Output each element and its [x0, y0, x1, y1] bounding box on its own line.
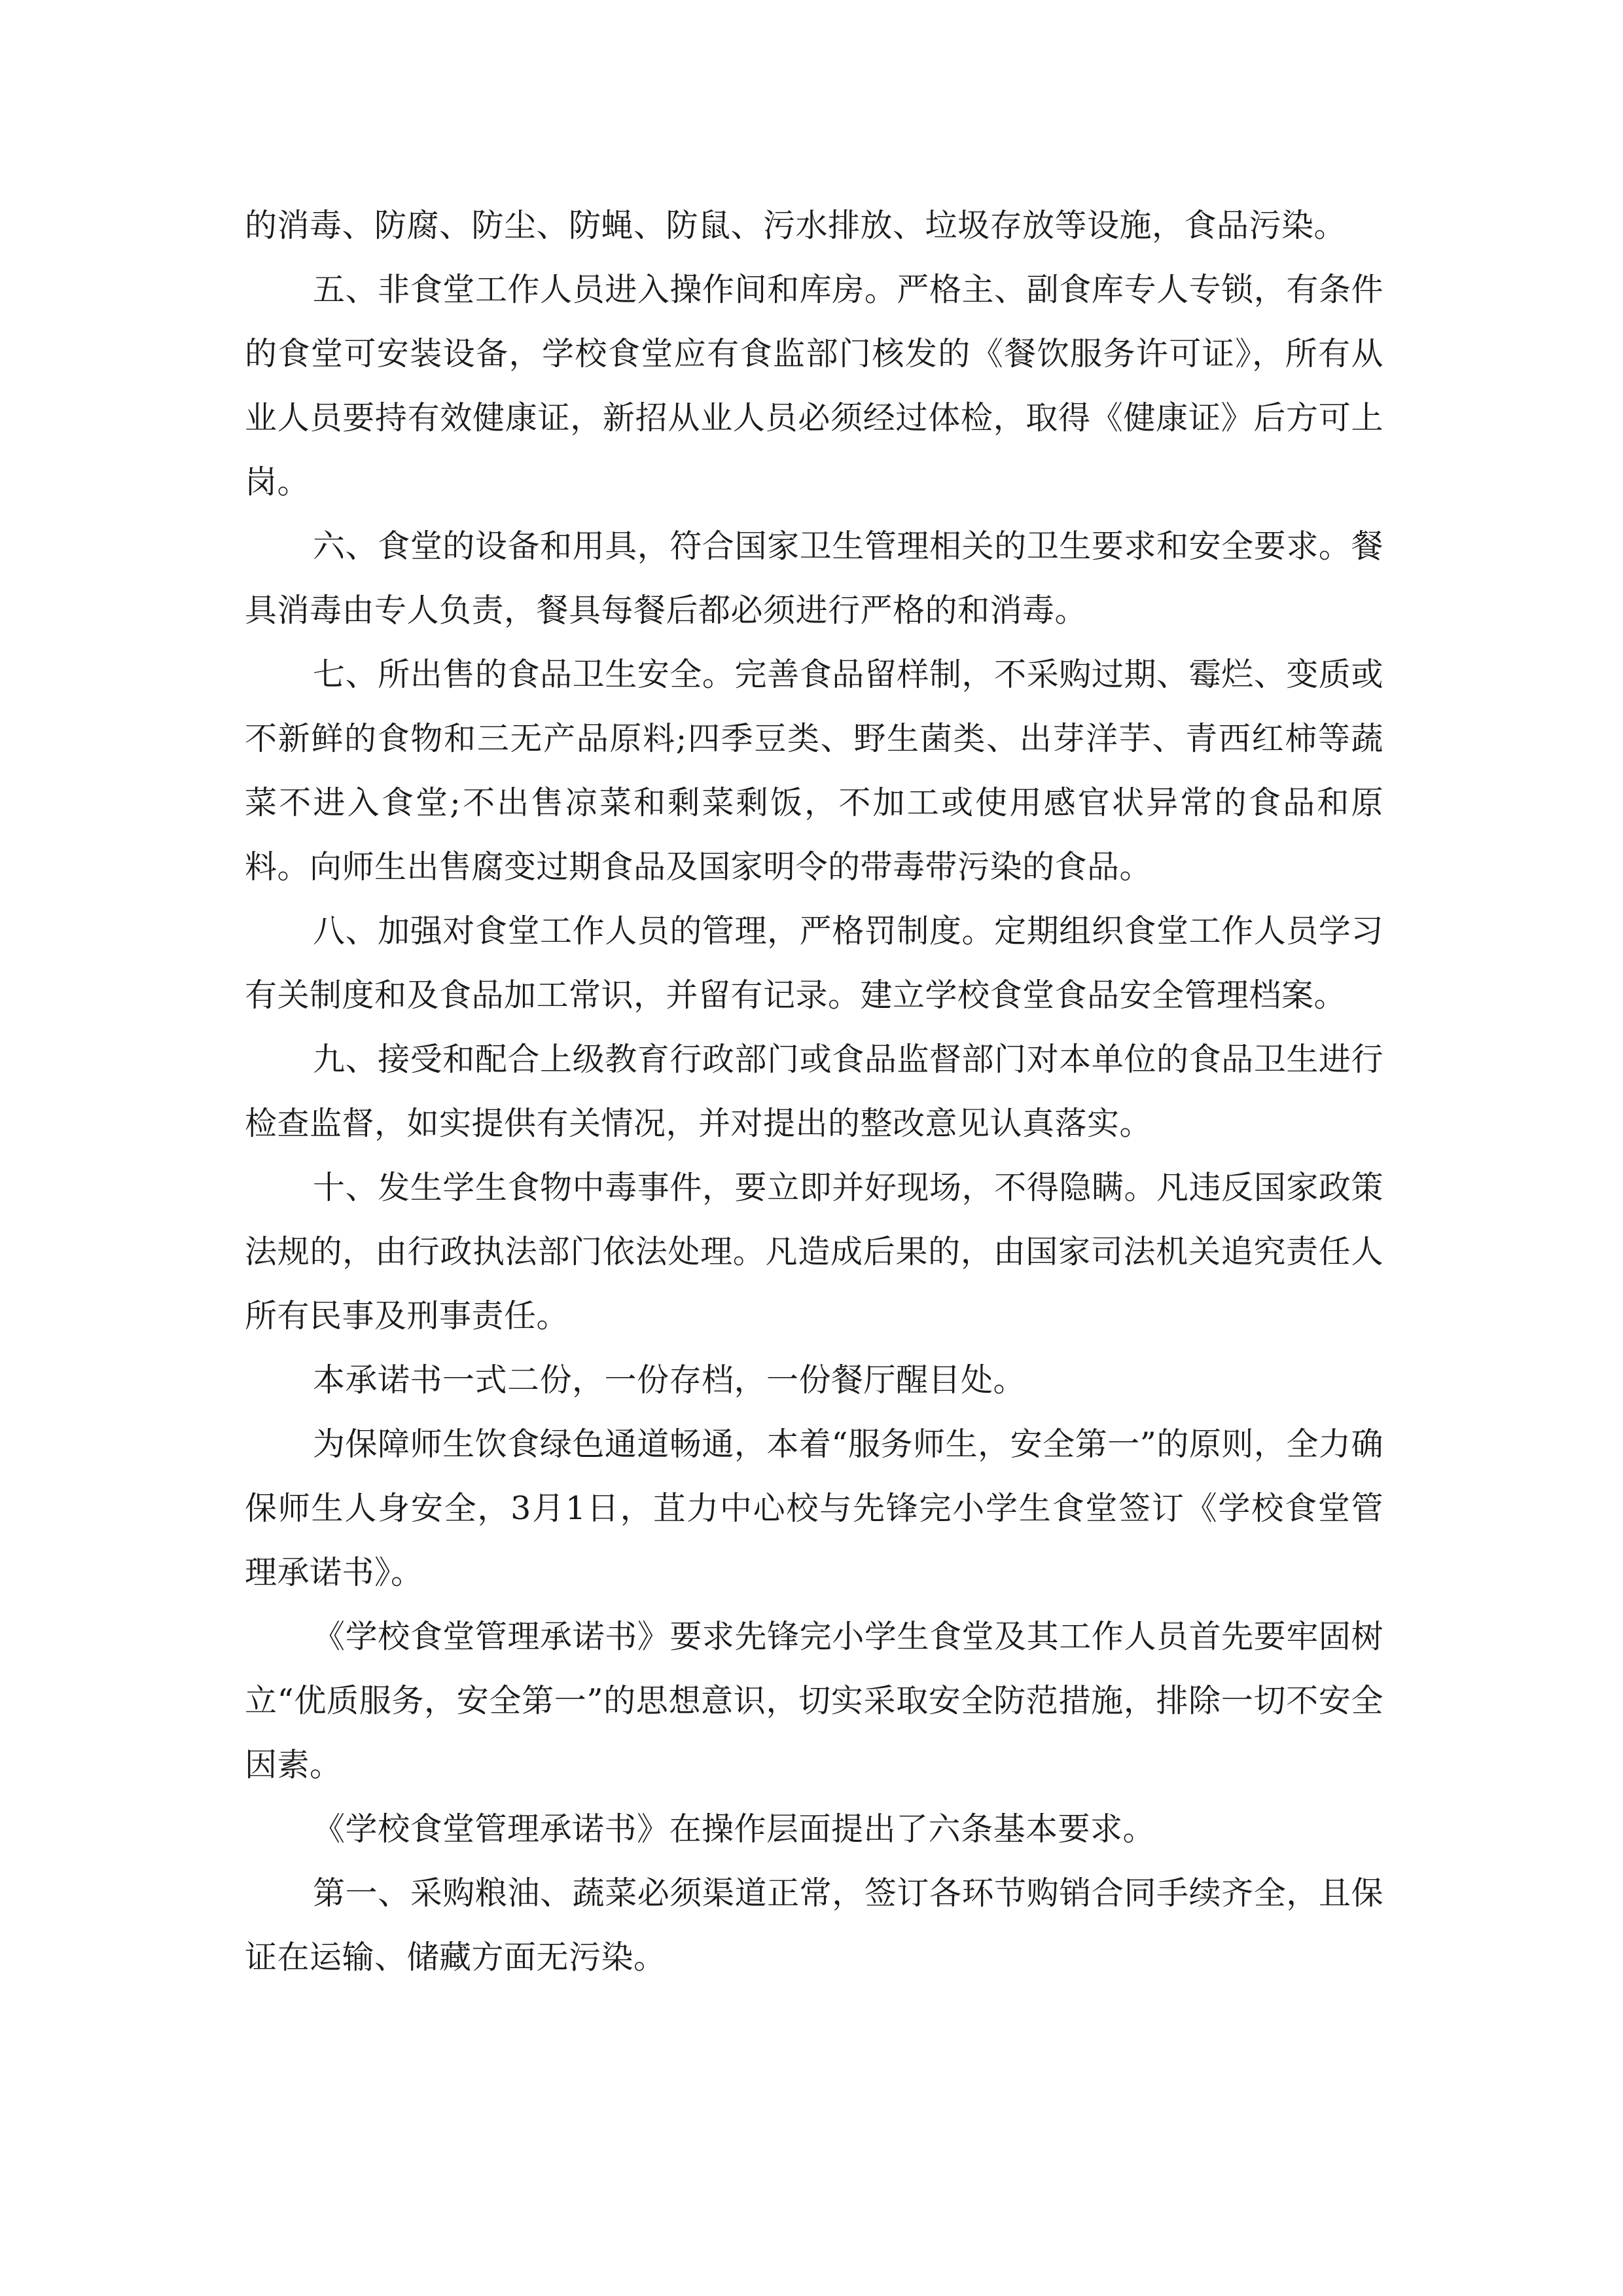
paragraph-item-6: 六、食堂的设备和用具，符合国家卫生管理相关的卫生要求和安全要求。餐具消毒由专人负责，餐具每餐后都必须进行严格的和消毒。: [245, 528, 1383, 629]
paragraph-item-8: 八、加强对食堂工作人员的管理，严格罚制度。定期组织食堂工作人员学习有关制度和及食品加工常识，并留有记录。建立学校食堂食品安全管理档案。: [245, 912, 1383, 1014]
paragraph-intro: 为保障师生饮食绿色通道畅通，本着“服务师生，安全第一”的原则，全力确保师生人身安全，3月1日，苴力中心校与先锋完小学生食堂签订《学校食堂管理承诺书》。: [245, 1426, 1383, 1591]
paragraph-item-9: 九、接受和配合上级教育行政部门或食品监督部门对本单位的食品卫生进行检查监督，如实提供有关情况，并对提出的整改意见认真落实。: [245, 1041, 1383, 1142]
paragraph-item-7: 七、所出售的食品卫生安全。完善食品留样制，不采购过期、霉烂、变质或不新鲜的食物和三无产品原料;四季豆类、野生菌类、出芽洋芋、青西红柿等蔬菜不进入食堂;不出售凉菜和剩菜剩饭，不加工或使用感官状异常的食品和原料。向师生出售腐变过期食品及国家明令的带毒带污染的食品。: [245, 656, 1383, 886]
paragraph-six-requirements: 《学校食堂管理承诺书》在操作层面提出了六条基本要求。: [313, 1810, 1156, 1848]
paragraph-continuation: 的消毒、防腐、防尘、防蝇、防鼠、污水排放、垃圾存放等设施，食品污染。: [245, 207, 1347, 244]
paragraph-first-requirement: 第一、采购粮油、蔬菜必须渠道正常，签订各环节购销合同手续齐全，且保证在运输、储藏方面无污染。: [245, 1874, 1383, 1976]
paragraph-item-10: 十、发生学生食物中毒事件，要立即并好现场，不得隐瞒。凡违反国家政策法规的，由行政执法部门依法处理。凡造成后果的，由国家司法机关追究责任人所有民事及刑事责任。: [245, 1169, 1383, 1335]
paragraph-requirements: 《学校食堂管理承诺书》要求先锋完小学生食堂及其工作人员首先要牢固树立“优质服务，安全第一”的思想意识，切实采取安全防范措施，排除一切不安全因素。: [245, 1618, 1383, 1784]
paragraph-item-5: 五、非食堂工作人员进入操作间和库房。严格主、副食库专人专锁，有条件的食堂可安装设备，学校食堂应有食监部门核发的《餐饮服务许可证》，所有从业人员要持有效健康证，新招从业人员必须经过体检，取得《健康证》后方可上岗。: [245, 271, 1383, 501]
paragraph-copies-note: 本承诺书一式二份，一份存档，一份餐厅醒目处。: [313, 1361, 1026, 1399]
document-page: [245, 194, 1383, 1990]
